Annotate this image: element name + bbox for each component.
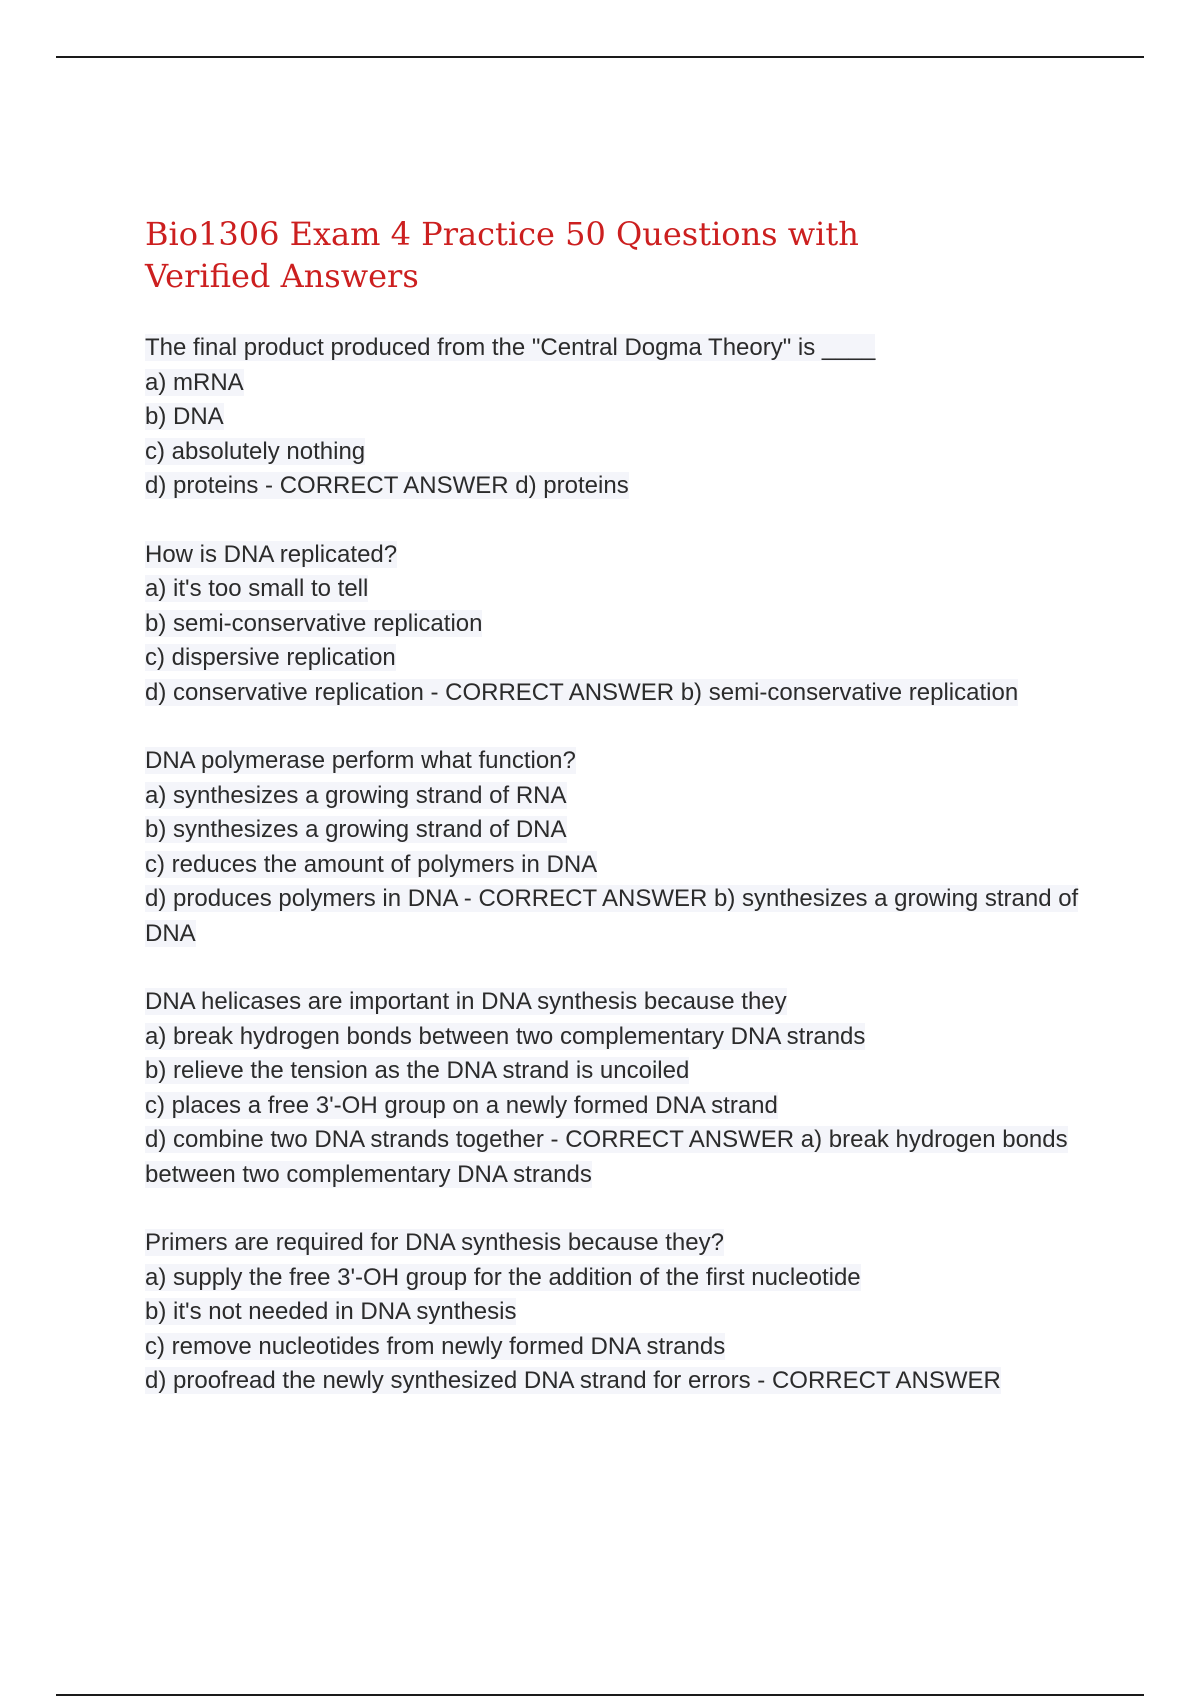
- option-b: b) it's not needed in DNA synthesis: [145, 1298, 517, 1325]
- question-3: [145, 744, 1095, 951]
- option-d-with-answer: d) proteins - CORRECT ANSWER d) proteins: [145, 472, 629, 499]
- option-c: c) places a free 3'-OH group on a newly formed DNA strand: [145, 1091, 778, 1119]
- option-a: a) mRNA: [145, 368, 244, 396]
- option-a: a) supply the free 3'-OH group for the addition of the first nucleotide: [145, 1263, 861, 1291]
- question-prompt: Primers are required for DNA synthesis because they?: [145, 1229, 724, 1256]
- question-5: [145, 1226, 1095, 1399]
- option-a: a) synthesizes a growing strand of RNA: [145, 781, 567, 809]
- document-title: Bio1306 Exam 4 Practice 50 Questions with Verified Answers: [145, 215, 859, 295]
- option-d-with-answer: d) conservative replication - CORRECT ANSWER b) semi-conservative replication: [145, 678, 1019, 706]
- option-d-with-answer: d) produces polymers in DNA - CORRECT ANSWER b) synthesizes a growing strand of DNA: [145, 885, 1079, 947]
- option-b: b) relieve the tension as the DNA strand is uncoiled: [145, 1057, 690, 1084]
- question-1: [145, 331, 1095, 504]
- question-prompt: The final product produced from the "Central Dogma Theory" is ____: [145, 334, 876, 361]
- option-c: c) reduces the amount of polymers in DNA: [145, 850, 598, 878]
- option-b: b) DNA: [145, 403, 224, 430]
- option-c: c) remove nucleotides from newly formed DNA strands: [145, 1332, 726, 1360]
- option-a: a) break hydrogen bonds between two complementary DNA strands: [145, 1022, 866, 1050]
- option-d-with-answer: d) proofread the newly synthesized DNA strand for errors - CORRECT ANSWER: [145, 1367, 1001, 1394]
- question-prompt: DNA polymerase perform what function?: [145, 747, 576, 774]
- question-prompt: DNA helicases are important in DNA synthesis because they: [145, 988, 787, 1015]
- option-c: c) absolutely nothing: [145, 437, 366, 465]
- question-4: [145, 985, 1095, 1192]
- footer-rule: [56, 1694, 1144, 1696]
- header-rule: [56, 56, 1144, 58]
- option-b: b) semi-conservative replication: [145, 609, 483, 637]
- question-2: [145, 538, 1095, 711]
- document-body: [145, 213, 1095, 1433]
- option-b: b) synthesizes a growing strand of DNA: [145, 816, 567, 843]
- question-prompt: How is DNA replicated?: [145, 540, 398, 568]
- option-c: c) dispersive replication: [145, 644, 396, 671]
- option-a: a) it's too small to tell: [145, 575, 369, 602]
- option-d-with-answer: d) combine two DNA strands together - CORRECT ANSWER a) break hydrogen bonds between two complementary DNA strands: [145, 1126, 1068, 1188]
